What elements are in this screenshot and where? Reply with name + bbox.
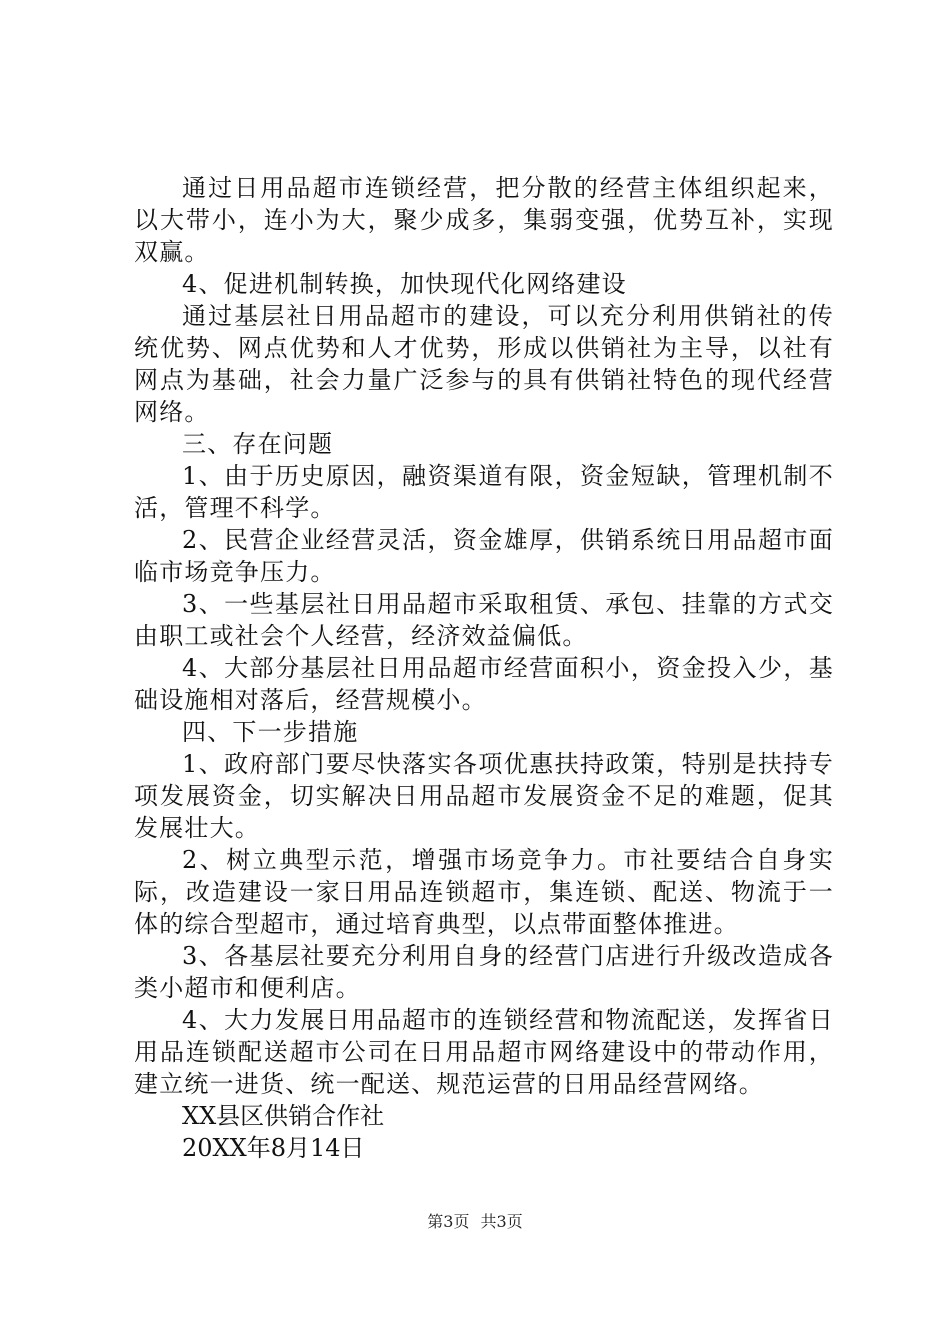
- paragraph-win-win: 通过日用品超市连锁经营，把分散的经营主体组织起来，以大带小，连小为大，聚少成多，集弱变强，优势互补，实现双赢。: [134, 174, 834, 266]
- measure-item-4: 4、大力发展日用品超市的连锁经营和物流配送，发挥省日用品连锁配送超市公司在日用品超市网络建设中的带动作用，建立统一进货、统一配送、规范运营的日用品经营网络。: [134, 1006, 834, 1098]
- paragraph-network-construction: 通过基层社日用品超市的建设，可以充分利用供销社的传统优势、网点优势和人才优势，形成以供销社为主导，以社有网点为基础，社会力量广泛参与的具有供销社特色的现代经营网络。: [134, 302, 834, 426]
- signature-organization: XX县区供销合作社: [182, 1102, 385, 1130]
- measure-item-1: 1、政府部门要尽快落实各项优惠扶持政策，特别是扶持专项发展资金，切实解决日用品超市发展资金不足的难题，促其发展壮大。: [134, 750, 834, 842]
- page-number: 第3页: [427, 1212, 470, 1231]
- document-body: [134, 172, 834, 1164]
- signature-date: 20XX年8月14日: [182, 1134, 365, 1162]
- measure-item-2: 2、树立典型示范，增强市场竞争力。市社要结合自身实际，改造建设一家日用品连锁超市，集连锁、配送、物流于一体的综合型超市，通过培育典型，以点带面整体推进。: [134, 846, 834, 938]
- problem-item-1: 1、由于历史原因，融资渠道有限，资金短缺，管理机制不活，管理不科学。: [134, 462, 834, 522]
- problem-item-2: 2、民营企业经营灵活，资金雄厚，供销系统日用品超市面临市场竞争压力。: [134, 526, 834, 586]
- problem-item-4: 4、大部分基层社日用品超市经营面积小，资金投入少，基础设施相对落后，经营规模小。: [134, 654, 834, 714]
- measure-item-3: 3、各基层社要充分利用自身的经营门店进行升级改造成各类小超市和便利店。: [134, 942, 834, 1002]
- heading-mechanism-transformation: 4、促进机制转换，加快现代化网络建设: [182, 270, 627, 298]
- problem-item-3: 3、一些基层社日用品超市采取租赁、承包、挂靠的方式交由职工或社会个人经营，经济效益偏低。: [134, 590, 834, 650]
- page-footer: [0, 1212, 950, 1232]
- section-heading-next-steps: 四、下一步措施: [182, 718, 359, 746]
- page-total: 共3页: [480, 1212, 523, 1231]
- section-heading-problems: 三、存在问题: [182, 430, 334, 458]
